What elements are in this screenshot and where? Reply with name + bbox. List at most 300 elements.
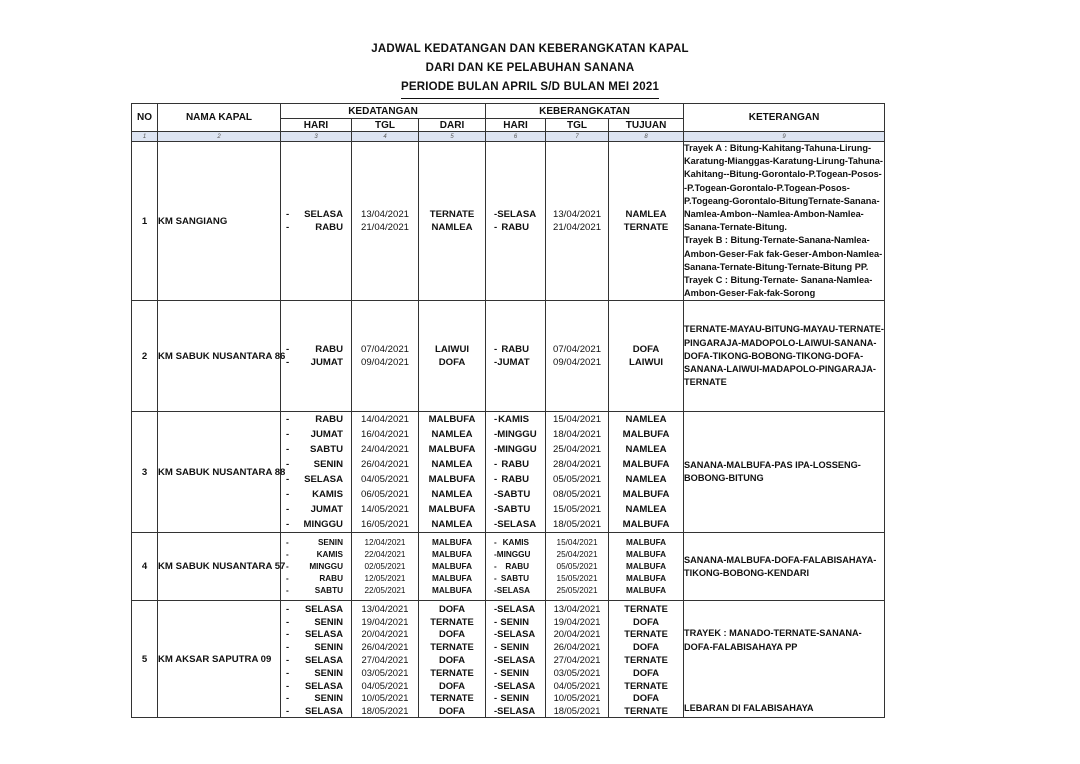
arrival-day-value: SENIN [317,538,343,548]
departure-to-value: NAMLEA [625,474,667,486]
header-keberangkatan: KEBERANGKATAN [486,104,684,119]
dash-marker: - [286,444,290,456]
departure-to-line [609,679,683,692]
arrival-date [352,412,419,533]
dash-marker: - [286,538,289,548]
dash-marker: - [494,666,498,678]
departure-date-line [546,615,608,628]
dash-marker: - [286,429,290,441]
arrival-day-value: SENIN [313,459,343,471]
arrival-day-line [281,691,351,704]
arrival-from-value: DOFA [438,705,466,717]
arrival-day-value: SENIN [314,666,343,678]
dash-marker: - [494,504,498,516]
departure-day-line [486,208,545,221]
departure-to-value: NAMLEA [625,209,667,221]
arrival-date-value: 19/04/2021 [361,615,409,627]
arrival-from-line [419,517,485,532]
ship-row [132,301,885,412]
dash-marker: - [494,562,497,572]
departure-to-value: MALBUFA [626,586,667,596]
departure-date-value: 08/05/2021 [553,489,602,501]
arrival-day-value: JUMAT [310,504,343,516]
departure-day-line [486,549,545,561]
departure-date-line [546,502,608,517]
departure-to-line [609,573,683,585]
departure-day-line [486,679,545,692]
arrival-date-value: 03/05/2021 [361,666,409,678]
arrival-from-line [419,585,485,597]
departure-to-value: TERNATE [624,653,668,665]
dash-marker: - [286,209,290,221]
arrival-from-line [419,549,485,561]
arrival-date-line [352,356,418,369]
arrival-date-line [352,549,418,561]
arrival-date-line [352,502,418,517]
departure-date [546,533,609,601]
departure-to-line [609,472,683,487]
departure-date-line [546,573,608,585]
departure-day [486,601,546,718]
header-arr-tgl: TGL [352,119,419,132]
keterangan-cell [684,412,885,533]
arrival-day-value: SELASA [304,474,343,486]
departure-to-value: MALBUFA [626,574,667,584]
departure-to [609,533,684,601]
ship-row [132,412,885,533]
departure-to-value: NAMLEA [625,444,667,456]
arrival-day-line [281,627,351,640]
ship-number-cell [132,301,158,412]
departure-day-value: RABU [501,344,530,356]
departure-date-value: 13/04/2021 [553,602,601,614]
keterangan-note: Trayek C : Bitung-Ternate- Sanana-Namlea-Ambon-Geser-Fak-fak-Sorong [684,275,873,299]
departure-date-value: 21/04/2021 [553,222,602,234]
arrival-from [419,301,486,412]
departure-to-value: DOFA [633,692,660,704]
departure-date-value: 15/05/2021 [553,504,602,516]
departure-day-value: SABTU [497,504,531,516]
departure-day-value: MINGGU [497,429,537,441]
departure-to-line [609,208,683,221]
arrival-date-value: 14/04/2021 [360,414,409,426]
arrival-from-value: DOFA [438,357,466,369]
departure-to-value: TERNATE [624,679,668,691]
arrival-day-line [281,457,351,472]
departure-day-line [486,602,545,615]
dash-marker: - [494,615,498,627]
arrival-from-value: MALBUFA [428,444,476,456]
departure-to-value: MALBUFA [626,538,667,548]
arrival-from-line [419,561,485,573]
arrival-date-value: 09/04/2021 [360,357,409,369]
arrival-date-value: 24/04/2021 [360,444,409,456]
departure-to-line [609,640,683,653]
departure-to-value: DOFA [633,666,660,678]
departure-day-line [486,666,545,679]
departure-day-line [486,221,545,234]
dash-marker: - [286,574,289,584]
arrival-from-value: MALBUFA [432,538,473,548]
departure-date [546,301,609,412]
departure-to-value: NAMLEA [625,414,667,426]
arrival-from-value: TERNATE [429,209,475,221]
departure-day-line [486,457,545,472]
departure-day-value: RABU [501,222,530,234]
departure-to-value: MALBUFA [622,519,670,531]
dash-marker: - [286,459,290,471]
header-dep-tgl: TGL [546,119,609,132]
departure-date-value: 28/04/2021 [553,459,602,471]
departure-to-line [609,561,683,573]
arrival-date-value: 26/04/2021 [360,459,409,471]
dash-marker: - [494,653,498,665]
dash-marker: - [286,357,290,369]
departure-day [486,533,546,601]
dash-marker: - [494,429,498,441]
arrival-from [419,601,486,718]
arrival-date-line [352,561,418,573]
header-keterangan: KETERANGAN [684,104,885,132]
arrival-day-value: SABTU [314,586,343,596]
dash-marker: - [494,628,498,640]
arrival-date-line [352,679,418,692]
ship-row [132,142,885,301]
arrival-day-value: JUMAT [310,357,343,369]
dash-marker: - [286,692,290,704]
departure-day-line [486,561,545,573]
departure-date-line [546,537,608,549]
dash-marker: - [494,538,497,548]
arrival-from [419,142,486,301]
arrival-from-line [419,653,485,666]
arrival-day-line [281,653,351,666]
keterangan-note: Trayek B : Bitung-Ternate-Sanana-Namlea-Ambon-Geser-Fak fak-Geser-Ambon-Namlea-Sanana-Ternate-Bitung-Ternate-Bitung PP. [684,235,883,272]
departure-day-line [486,627,545,640]
arrival-date-value: 21/04/2021 [360,222,409,234]
arrival-day-line [281,679,351,692]
arrival-from-line [419,221,485,234]
departure-day-line [486,412,545,427]
departure-day-value: SABTU [497,489,531,501]
arrival-from-line [419,627,485,640]
keterangan-cell [684,301,885,412]
arrival-day-value: MINGGU [309,562,343,572]
arrival-from-value: NAMLEA [431,489,473,501]
arrival-day-line [281,585,351,597]
ship-name-cell [158,412,286,533]
arrival-day-value: RABU [315,414,343,426]
ship-row [132,601,885,718]
dash-marker: - [494,602,498,614]
ship-name-cell [158,601,281,718]
arrival-day-line [281,537,351,549]
arrival-date-line [352,640,418,653]
arrival-from-line [419,427,485,442]
header-dep-hari: HARI [486,119,546,132]
arrival-day-value: SENIN [314,641,343,653]
header-dep-tujuan: TUJUAN [609,119,684,132]
departure-to-value: MALBUFA [622,489,670,501]
arrival-date-value: 16/04/2021 [360,429,409,441]
keterangan-cell [684,601,885,718]
arrival-from-line [419,412,485,427]
col-number: 6 [486,132,546,142]
dash-marker: - [286,615,290,627]
arrival-from-value: NAMLEA [431,519,473,531]
arrival-from-value: TERNATE [430,692,474,704]
departure-day-line [486,653,545,666]
departure-to-line [609,343,683,356]
departure-date-line [546,517,608,532]
arrival-from-line [419,679,485,692]
departure-day-value: RABU [501,459,530,471]
departure-date-line [546,561,608,573]
departure-day [486,412,546,533]
departure-day-line [486,502,545,517]
departure-date-line [546,627,608,640]
departure-to-line [609,704,683,717]
arrival-date [352,301,419,412]
departure-day-line [486,585,545,597]
title-line-1: JADWAL KEDATANGAN DAN KEBERANGKATAN KAPAL [371,43,689,55]
arrival-date-value: 22/05/2021 [364,586,406,596]
departure-date-line [546,442,608,457]
arrival-day-line [281,427,351,442]
dash-marker: - [286,414,290,426]
departure-date-value: 07/04/2021 [553,344,602,356]
arrival-from-line [419,502,485,517]
departure-to-value: MALBUFA [622,459,670,471]
departure-date [546,142,609,301]
arrival-from-value: MALBUFA [428,474,476,486]
arrival-day-value: SELASA [304,705,343,717]
departure-day-value: SELASA [497,209,537,221]
departure-to [609,412,684,533]
arrival-date-value: 14/05/2021 [360,504,409,516]
dash-marker: - [494,344,498,356]
arrival-date-value: 12/04/2021 [364,538,406,548]
dash-marker: - [494,222,498,234]
arrival-day-line [281,602,351,615]
departure-date-value: 18/05/2021 [553,705,601,717]
arrival-from-line [419,704,485,717]
schedule-table [131,103,885,718]
arrival-from-line [419,487,485,502]
departure-to-line [609,517,683,532]
departure-day-value: SELASA [497,653,536,665]
arrival-from-value: NAMLEA [431,222,473,234]
arrival-day [281,412,352,533]
departure-to-value: MALBUFA [626,562,667,572]
title-line-3: PERIODE BULAN APRIL S/D BULAN MEI 2021 [401,78,659,99]
dash-marker: - [494,209,498,221]
arrival-date-line [352,537,418,549]
dash-marker: - [286,586,289,596]
arrival-from [419,412,486,533]
arrival-date-line [352,221,418,234]
arrival-day-value: RABU [315,344,343,356]
departure-date-value: 15/04/2021 [556,538,598,548]
departure-to [609,301,684,412]
arrival-date [352,601,419,718]
departure-date-value: 18/04/2021 [553,429,602,441]
departure-day-line [486,442,545,457]
departure-date-line [546,549,608,561]
dash-marker: - [286,489,290,501]
departure-to-value: TERNATE [624,705,668,717]
departure-date-value: 18/05/2021 [553,519,602,531]
arrival-date-value: 10/05/2021 [361,692,409,704]
ship-row [132,533,885,601]
departure-to-line [609,221,683,234]
departure-day [486,142,546,301]
arrival-from-line [419,602,485,615]
departure-date-value: 27/04/2021 [553,653,601,665]
departure-date-line [546,602,608,615]
departure-date-line [546,585,608,597]
dash-marker: - [494,414,498,426]
departure-date-line [546,704,608,717]
dash-marker: - [286,602,290,614]
arrival-from-line [419,615,485,628]
departure-day-line [486,472,545,487]
departure-to-line [609,691,683,704]
departure-date-value: 09/04/2021 [553,357,602,369]
departure-day-line [486,704,545,717]
departure-to-line [609,457,683,472]
arrival-from-line [419,457,485,472]
arrival-day-line [281,640,351,653]
arrival-day-line [281,573,351,585]
arrival-day-value: KAMIS [312,489,343,501]
dash-marker: - [494,679,498,691]
keterangan-note: Trayek A : Bitung-Kahitang-Tahuna-Lirung-Karatung-Mianggas-Karatung-Lirung-Tahuna-Kahitang--Bitung-Gorontalo-P.Togean-Posos--P.Togean-Gorontalo-P.Togean-Posos-P.Togeang-Gorontalo-BitungTernate-Sanana-Namlea-Ambon--Namlea-Ambon-Namlea-Sanana-Ternate-Bitung. [684,143,883,233]
arrival-date-value: 16/05/2021 [360,519,409,531]
departure-day-value: SENIN [500,641,530,653]
dash-marker: - [286,222,290,234]
arrival-day-line [281,208,351,221]
arrival-from-value: MALBUFA [432,574,473,584]
departure-date-line [546,343,608,356]
departure-to-value: TERNATE [624,602,668,614]
arrival-from-value: TERNATE [430,666,474,678]
departure-date-value: 05/05/2021 [553,474,602,486]
arrival-day-line [281,221,351,234]
keterangan-note: SANANA-MALBUFA-DOFA-FALABISAHAYA-TIKONG-BOBONG-KENDARI [684,554,877,578]
arrival-date-line [352,427,418,442]
departure-to-value: TERNATE [624,628,668,640]
arrival-date-line [352,615,418,628]
header-kedatangan: KEDATANGAN [281,104,486,119]
arrival-date-value: 20/04/2021 [361,628,409,640]
departure-date-value: 13/04/2021 [553,209,602,221]
departure-to-value: DOFA [632,344,660,356]
departure-date-value: 25/05/2021 [556,586,598,596]
header-arr-dari: DARI [419,119,486,132]
departure-date-value: 20/04/2021 [553,628,601,640]
arrival-from-value: MALBUFA [432,550,473,560]
arrival-from-line [419,442,485,457]
keterangan-note: LEBARAN DI FALABISAHAYA [684,702,814,713]
arrival-date-value: 27/04/2021 [361,653,409,665]
departure-day-value: SELASA [496,586,530,596]
arrival-day-value: MINGGU [303,519,343,531]
dash-marker: - [286,550,289,560]
dash-marker: - [286,653,290,665]
arrival-date [352,142,419,301]
dash-marker: - [286,562,289,572]
departure-day-line [486,573,545,585]
departure-day-line [486,487,545,502]
departure-date-line [546,412,608,427]
departure-date-line [546,487,608,502]
arrival-date-value: 26/04/2021 [361,641,409,653]
arrival-from-value: MALBUFA [428,504,476,516]
arrival-date-value: 04/05/2021 [360,474,409,486]
dash-marker: - [494,519,498,531]
arrival-day-line [281,704,351,717]
departure-to-line [609,602,683,615]
arrival-day-line [281,666,351,679]
arrival-date-value: 22/04/2021 [364,550,406,560]
arrival-date-value: 13/04/2021 [361,602,409,614]
departure-to-line [609,666,683,679]
header-nama-kapal: NAMA KAPAL [158,104,281,132]
dash-marker: - [494,705,498,717]
dash-marker: - [286,628,290,640]
keterangan-note: TERNATE-MAYAU-BITUNG-MAYAU-TERNATE-PINGARAJA-MADOPOLO-LAIWUI-SANANA-DOFA-TIKONG-BOBONG-TIKONG-DOFA-SANANA-LAIWUI-MADAPOLO-PINGARAJA-TERNATE [684,324,884,388]
ship-number: 5 [141,653,148,665]
dash-marker: - [286,641,290,653]
dash-marker: - [286,474,290,486]
ship-name: KM SABUK NUSANTARA 88 [158,466,286,478]
departure-to-line [609,487,683,502]
departure-to-value: MALBUFA [622,429,670,441]
departure-to-line [609,653,683,666]
arrival-from-value: MALBUFA [432,586,473,596]
ship-name: KM SANGIANG [158,215,228,227]
arrival-day-value: SELASA [304,679,343,691]
arrival-date-line [352,573,418,585]
ship-number: 1 [141,215,148,227]
departure-day-line [486,615,545,628]
arrival-date-line [352,627,418,640]
dash-marker: - [494,692,498,704]
arrival-from-line [419,573,485,585]
col-number: 4 [352,132,419,142]
arrival-date-line [352,653,418,666]
arrival-date-value: 12/05/2021 [364,574,406,584]
arrival-day-line [281,442,351,457]
arrival-from-value: TERNATE [430,615,474,627]
dash-marker: - [494,574,497,584]
ship-number-cell [132,533,158,601]
departure-date-line [546,640,608,653]
departure-date-value: 04/05/2021 [553,679,601,691]
departure-day-value: JUMAT [497,357,530,369]
arrival-date-line [352,487,418,502]
col-number: 3 [281,132,352,142]
departure-day-value: SELASA [497,679,536,691]
arrival-day-value: RABU [319,574,343,584]
arrival-day-value: JUMAT [310,429,343,441]
keterangan-cell [684,142,885,301]
dash-marker: - [494,641,498,653]
arrival-date-line [352,602,418,615]
ship-number: 3 [141,466,148,478]
departure-day-line [486,343,545,356]
